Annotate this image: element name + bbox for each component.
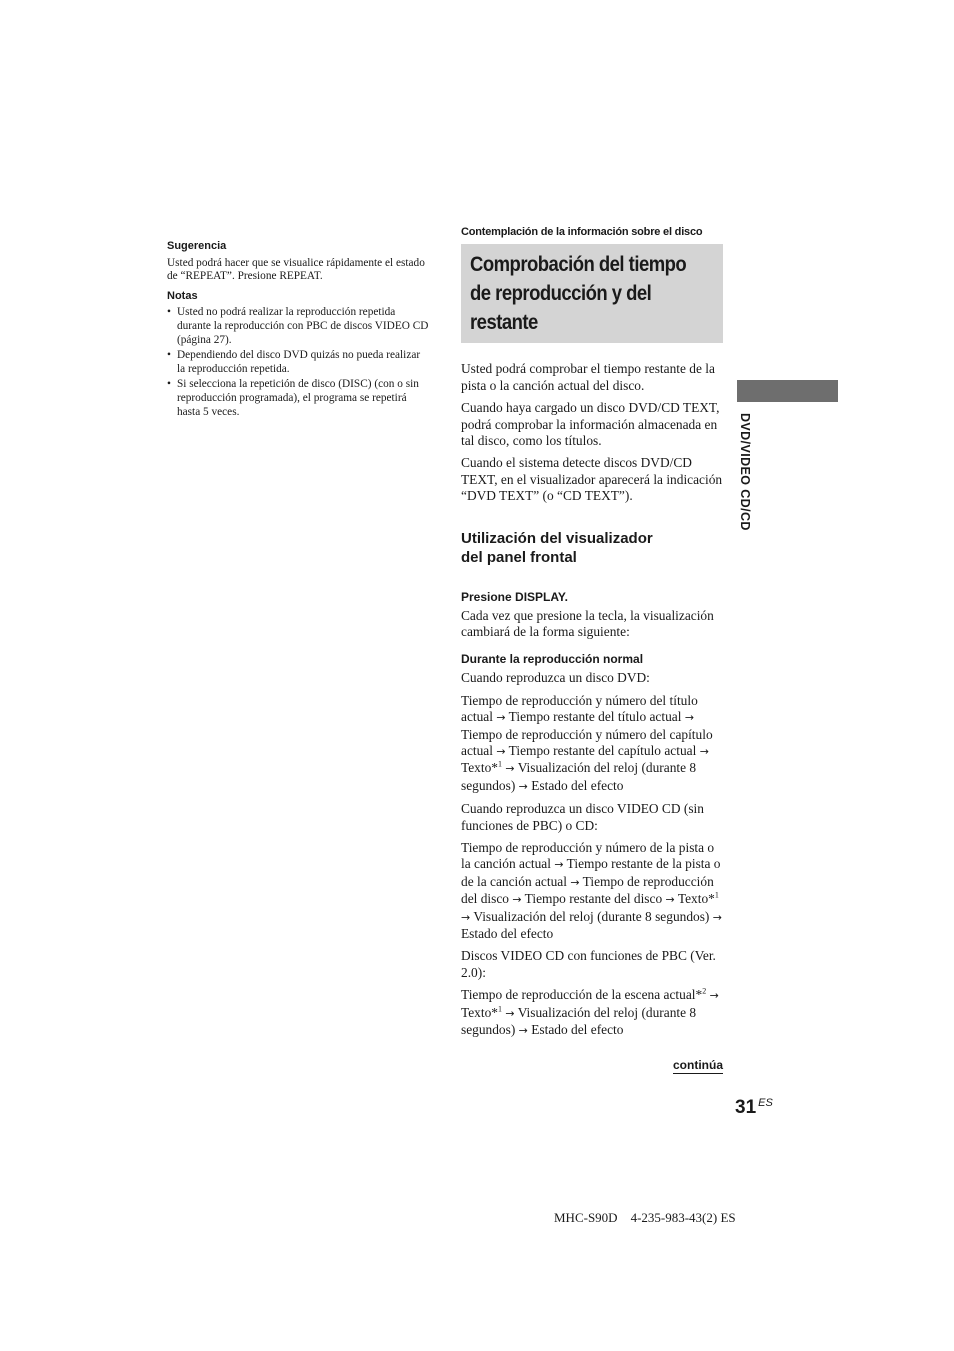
arrow-right-icon: →	[512, 893, 522, 907]
note-text: Usted no podrá realizar la reproducción repetida durante la reproducción con PBC de discos VIDEO CD (página 27).	[177, 306, 429, 346]
dvd-intro: Cuando reproduzca un disco DVD:	[461, 670, 650, 686]
list-item	[167, 349, 429, 376]
arrow-right-icon: →	[505, 1006, 515, 1020]
vcd-intro: Cuando reproduzca un disco VIDEO CD (sin funciones de PBC) o CD:	[461, 801, 704, 833]
arrow-right-icon: →	[699, 744, 709, 758]
vcd-sequence: Tiempo de reproducción y número de la pista o la canción actual → Tiempo restante de la pista o de la canción actual → Tiempo de reproducción del disco → Tiempo restante del disco → Texto*$^1$ → Visualización del reloj (durante 8 segundos) → Estado del efecto	[461, 839, 722, 941]
title-line: restante	[470, 310, 538, 335]
notes-list	[167, 306, 429, 419]
arrow-right-icon: →	[554, 858, 564, 872]
list-item	[167, 306, 429, 347]
list-item	[167, 378, 429, 419]
note-text: Dependiendo del disco DVD quizás no pueda realizar la reproducción repetida.	[177, 349, 421, 375]
page-title	[470, 250, 713, 337]
note-text: Si selecciona la repetición de disco (DISC) (con o sin reproducción programada), el programa se repetirá hasta 5 veces.	[177, 378, 419, 418]
arrow-right-icon: →	[712, 910, 722, 924]
arrow-right-icon: →	[496, 711, 506, 725]
arrow-right-icon: →	[518, 779, 528, 793]
right-column	[461, 224, 723, 1074]
page-language: ES	[758, 1097, 773, 1109]
title-line: de reproducción y del	[470, 281, 652, 306]
left-column	[167, 240, 429, 421]
intro-paragraph: Cuando el sistema detecte discos DVD/CD TEXT, en el visualizador aparecerá la indicación “DVD TEXT” (o “CD TEXT”).	[461, 455, 723, 504]
arrow-right-icon: →	[496, 744, 506, 758]
step-text: Cada vez que presione la tecla, la visualización cambiará de la forma siguiente:	[461, 608, 714, 640]
intro-paragraph: Usted podrá comprobar el tiempo restante de la pista o la canción actual del disco.	[461, 361, 715, 393]
side-tab-bar	[737, 380, 838, 402]
arrow-right-icon: →	[518, 1024, 528, 1037]
tip-text: Usted podrá hacer que se visualice rápidamente el estado de “REPEAT”. Presione REPEAT.	[167, 256, 425, 283]
intro-paragraph: Cuando haya cargado un disco DVD/CD TEXT, podrá comprobar la información almacenada en tal disco, como los títulos.	[461, 400, 720, 449]
continues-marker: continúa	[673, 1058, 723, 1073]
pbc-intro: Discos VIDEO CD con funciones de PBC (Ver. 2.0):	[461, 948, 716, 980]
normal-playback-heading: Durante la reproducción normal	[461, 651, 644, 666]
arrow-right-icon: →	[505, 762, 515, 776]
arrow-right-icon: →	[665, 893, 675, 907]
notes-heading: Notas	[167, 289, 198, 302]
dvd-sequence: Tiempo de reproducción y número del título actual → Tiempo restante del título actual → Tiempo de reproducción y número del capítulo actual → Tiempo restante del capítulo actual → Texto*$^1$ → Visualización del reloj (durante 8 segundos) → Estado del efecto	[461, 692, 713, 793]
arrow-right-icon: →	[684, 711, 695, 725]
arrow-right-icon: →	[461, 910, 471, 924]
title-box	[461, 244, 723, 343]
footer-model-code: MHC-S90D 4-235-983-43(2) ES	[554, 1210, 736, 1225]
side-tab-label: DVD/VIDEO CD/CD	[738, 413, 752, 531]
step-heading: Presione DISPLAY.	[461, 589, 568, 604]
arrow-right-icon: →	[570, 875, 580, 889]
tip-heading: Sugerencia	[167, 240, 227, 252]
bullet-icon: •	[167, 378, 171, 391]
section-kicker: Contemplación de la información sobre el disco	[461, 226, 703, 238]
arrow-right-icon: →	[709, 989, 719, 1003]
title-line: Comprobación del tiempo	[470, 252, 687, 277]
bullet-icon: •	[167, 306, 171, 319]
section-heading: Utilización del visualizador del panel frontal	[461, 529, 653, 566]
pbc-sequence: Tiempo de reproducción de la escena actual*$^2$ → Texto*$^1$ → Visualización del reloj (durante 8 segundos) → Estado del efecto	[461, 986, 719, 1037]
bullet-icon: •	[167, 349, 171, 362]
page-number: 31 $^{ES}$	[735, 1097, 773, 1118]
